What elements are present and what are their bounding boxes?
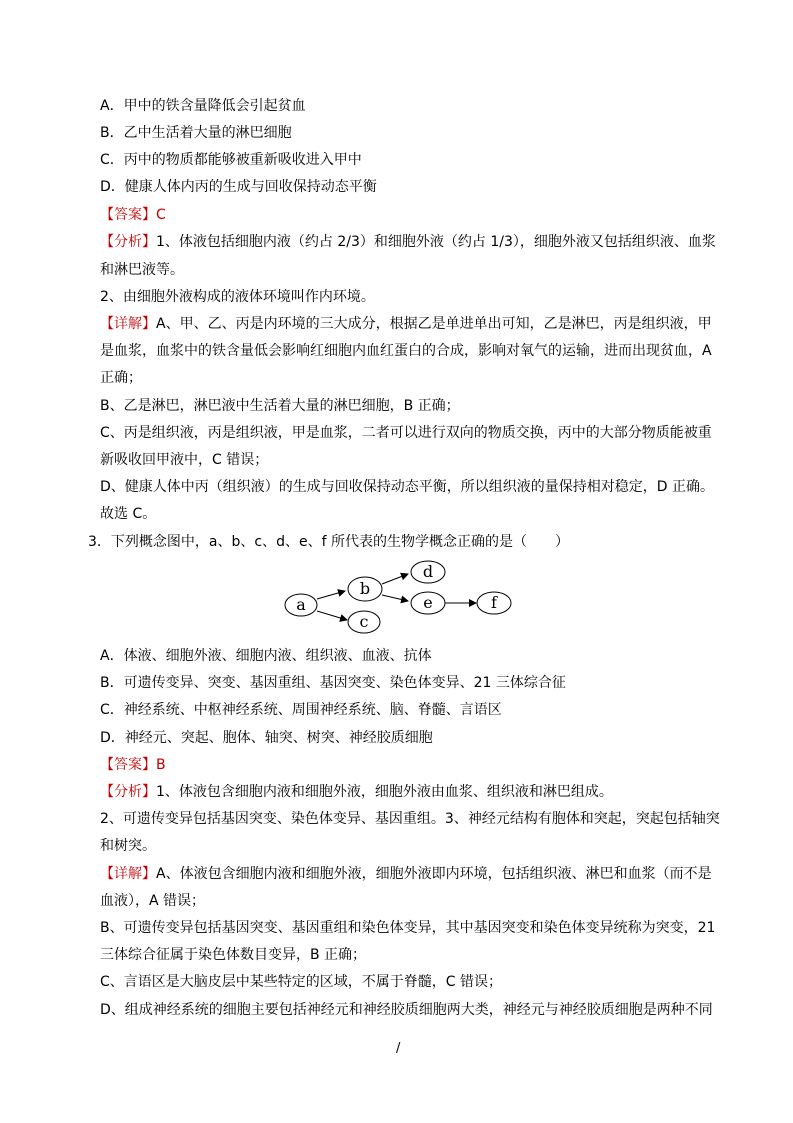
- q2-option-b: B．乙中生活着大量的淋巴细胞: [100, 125, 292, 141]
- q2-detail-line-1: [100, 315, 720, 333]
- node-f-label: f: [491, 593, 497, 612]
- node-b-label: b: [359, 579, 371, 598]
- node-e-label: e: [423, 593, 433, 612]
- node-c-label: c: [359, 612, 369, 631]
- answer-label: 【答案】: [100, 757, 156, 773]
- detail-text: A、体液包含细胞内液和细胞外液，细胞外液即内环境，包括组织液、淋巴和血浆（而不是: [156, 866, 712, 882]
- q3-option-b: B．可遗传变异、突变、基因重组、基因突变、染色体变异、21 三体综合征: [100, 675, 566, 691]
- analysis-text: 1、体液包含细胞内液和细胞外液，细胞外液由血浆、组织液和淋巴组成。: [156, 784, 613, 800]
- q2-detail-line-5: C、丙是组织液，丙是组织液，甲是血浆，二者可以进行双向的物质交换，丙中的大部分物质能被重: [100, 425, 712, 441]
- q2-answer: [100, 206, 720, 224]
- edge-b-d: [382, 574, 408, 584]
- answer-value: B: [156, 757, 166, 773]
- concept-diagram: [280, 556, 520, 636]
- q2-analysis-line-2: 和淋巴液等。: [100, 262, 184, 278]
- detail-text: A、甲、乙、丙是内环境的三大成分，根据乙是单进单出可知，乙是淋巴，丙是组织液，甲: [156, 316, 712, 332]
- q2-option-a: A．甲中的铁含量降低会引起贫血: [100, 98, 306, 114]
- edge-a-b: [317, 591, 345, 599]
- q2-detail-line-7: D、健康人体中丙（组织液）的生成与回收保持动态平衡，所以组织液的量保持相对稳定，D 正确。: [100, 479, 715, 495]
- q2-detail-line-2: 是血浆，血浆中的铁含量低会影响红细胞内血红蛋白的合成，影响对氧气的运输，进而出现贫血，A: [100, 343, 712, 359]
- node-a-label: a: [296, 595, 306, 614]
- detail-label: 【详解】: [100, 866, 156, 882]
- q2-detail-line-6: 新吸收回甲液中，C 错误；: [100, 452, 269, 468]
- q3-detail-line-1: [100, 865, 720, 883]
- q3-option-d: D．神经元、突起、胞体、轴突、树突、神经胶质细胞: [100, 730, 433, 746]
- q3-option-c: C．神经系统、中枢神经系统、周围神经系统、脑、脊髓、言语区: [100, 702, 502, 718]
- q2-conclusion: 故选 C。: [100, 506, 157, 522]
- q3-detail-line-3: B、可遗传变异包括基因突变、基因重组和染色体变异，其中基因突变和染色体变异统称为突变，21: [100, 920, 716, 936]
- q2-option-d: D．健康人体内丙的生成与回收保持动态平衡: [100, 179, 377, 195]
- q2-detail-line-3: 正确；: [100, 370, 142, 386]
- q3-detail-line-6: D、组成神经系统的细胞主要包括神经元和神经胶质细胞两大类，神经元与神经胶质细胞是两种不同: [100, 1002, 713, 1018]
- q3-detail-line-2: 血液），A 错误；: [100, 893, 206, 909]
- answer-label: 【答案】: [100, 207, 156, 223]
- edge-a-c: [317, 611, 347, 620]
- q2-analysis-line-3: 2、由细胞外液构成的液体环境叫作内环境。: [100, 289, 375, 305]
- q3-detail-line-4: 三体综合征属于染色体数目变异，B 正确；: [100, 947, 367, 963]
- detail-label: 【详解】: [100, 316, 156, 332]
- q2-analysis-line-1: [100, 233, 720, 251]
- node-d-label: d: [422, 562, 434, 581]
- answer-value: C: [156, 207, 166, 223]
- q3-analysis-line-3: 和树突。: [100, 838, 156, 854]
- q3-option-a: A．体液、细胞外液、细胞内液、组织液、血液、抗体: [100, 648, 432, 664]
- page-number: /: [396, 1041, 401, 1056]
- q3-analysis-line-2: 2、可遗传变异包括基因突变、染色体变异、基因重组。3、神经元结构有胞体和突起，突起包括轴突: [100, 811, 720, 827]
- q2-option-c: C．丙中的物质都能够被重新吸收进入甲中: [100, 152, 362, 168]
- q2-detail-line-4: B、乙是淋巴，淋巴液中生活着大量的淋巴细胞，B 正确；: [100, 398, 460, 414]
- analysis-text: 1、体液包括细胞内液（约占 2/3）和细胞外液（约占 1/3），细胞外液又包括组织液、血浆: [156, 234, 716, 250]
- q3-answer: [100, 756, 720, 774]
- q3-analysis-line-1: [100, 783, 720, 801]
- analysis-label: 【分析】: [100, 784, 156, 800]
- q3-detail-line-5: C、言语区是大脑皮层中某些特定的区域，不属于脊髓，C 错误；: [100, 974, 502, 990]
- analysis-label: 【分析】: [100, 234, 156, 250]
- edge-b-e: [382, 595, 408, 601]
- q3-stem: 3．下列概念图中，a、b、c、d、e、f 所代表的生物学概念正确的是（ ）: [88, 534, 569, 550]
